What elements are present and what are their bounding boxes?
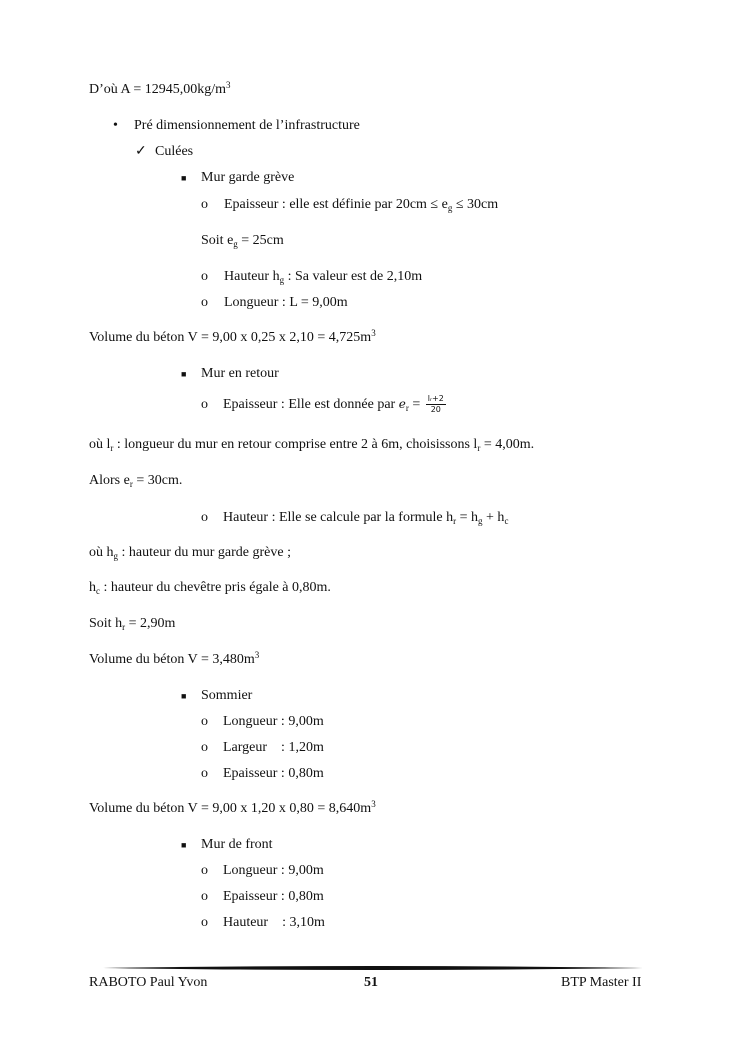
list-item: Epaisseur : 0,80m: [223, 889, 324, 904]
square-bullet-icon: ■: [181, 840, 187, 850]
footer-course: BTP Master II: [561, 975, 642, 990]
item-heading: Mur en retour: [201, 366, 279, 381]
text-line: Alors $e_r = 30cm$.: [89, 473, 183, 489]
disc-bullet-icon: •: [113, 118, 118, 133]
list-item: Longueur : L = 9,00m: [224, 295, 348, 310]
circle-bullet-icon: o: [201, 766, 208, 781]
check-bullet-icon: ✓: [135, 144, 147, 159]
circle-bullet-icon: o: [201, 740, 208, 755]
circle-bullet-icon: o: [201, 197, 208, 212]
circle-bullet-icon: o: [201, 510, 208, 525]
square-bullet-icon: ■: [181, 369, 187, 379]
fraction: $\frac{\text{lᵣ+2}}{20}$: [427, 394, 444, 415]
circle-bullet-icon: o: [201, 915, 208, 930]
text-line: Volume du béton $V = 3,480m^3$: [89, 650, 260, 667]
item-heading: Sommier: [201, 688, 253, 703]
circle-bullet-icon: o: [201, 863, 208, 878]
circle-bullet-icon: o: [201, 889, 208, 904]
text-line: où $h_g$ : hauteur du mur garde grève ;: [89, 545, 291, 561]
text-line: Soit $h_r = 2,90m$: [89, 616, 176, 632]
result-line: D’où $A = 12945,00kg/m^3$: [89, 80, 231, 97]
text-line: où $l_r$ : longueur du mur en retour comprise entre 2 à 6m, choisissons $l_r = 4,00m$.: [89, 437, 535, 453]
text-line: $h_c$ : hauteur du chevêtre pris égale à 0,80m.: [89, 580, 331, 596]
list-item: Epaisseur : Elle est donnée par $e_r$ = $\frac{\text{lᵣ+2}}{20}$: [223, 394, 444, 415]
text-line: Volume du béton V = 9,00 x 0,25 x $2,10 = 4,725m^3$: [89, 328, 376, 345]
footer-divider: [103, 965, 643, 971]
list-item: Epaisseur : elle est définie par $20cm \le e_g \le 30cm$: [224, 197, 499, 213]
footer-author: RABOTO Paul Yvon: [89, 975, 208, 990]
square-bullet-icon: ■: [181, 173, 187, 183]
list-item: Hauteur : Elle se calcule par la formule $h_r = h_g + h_c$: [223, 510, 509, 526]
list-item: Epaisseur : 0,80m: [223, 766, 324, 781]
item-heading: Mur de front: [201, 837, 273, 852]
text-line: Volume du béton V = 9,00 x 1,20 x $0,80 = 8,640m^3$: [89, 799, 376, 816]
item-heading: Mur garde grève: [201, 170, 295, 185]
list-item: Longueur : 9,00m: [223, 714, 324, 729]
list-item: Longueur : 9,00m: [223, 863, 324, 878]
list-item: Hauteur : 3,10m: [223, 915, 325, 930]
page-number: 51: [364, 975, 378, 990]
square-bullet-icon: ■: [181, 691, 187, 701]
list-item: Hauteur $h_g$ : Sa valeur est de 2,10m: [224, 269, 423, 285]
text-line: Soit $e_g = 25cm$: [201, 233, 284, 249]
circle-bullet-icon: o: [201, 714, 208, 729]
circle-bullet-icon: o: [201, 295, 208, 310]
circle-bullet-icon: o: [201, 397, 208, 412]
subsection-heading: Culées: [155, 144, 194, 159]
list-item: Largeur : 1,20m: [223, 740, 324, 755]
section-heading: Pré dimensionnement de l’infrastructure: [134, 118, 360, 133]
circle-bullet-icon: o: [201, 269, 208, 284]
